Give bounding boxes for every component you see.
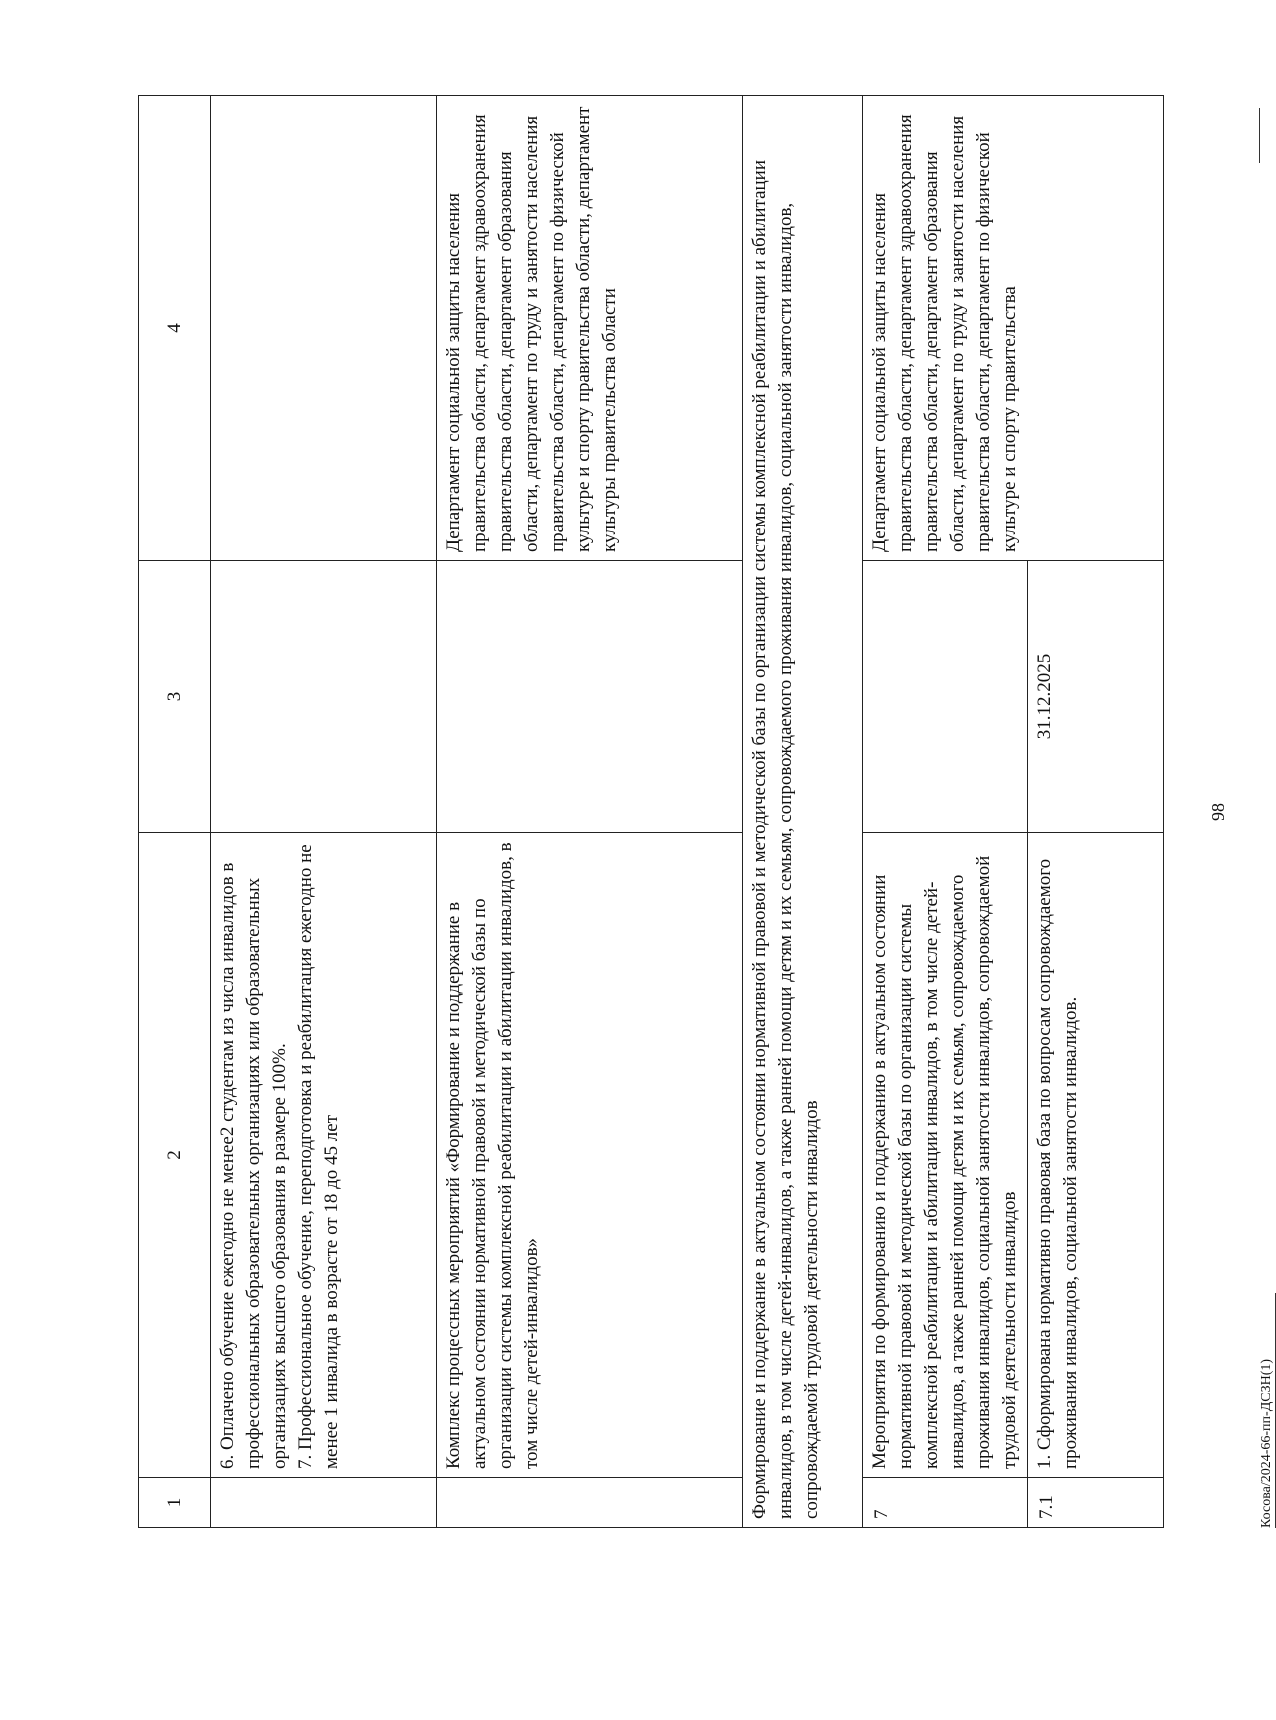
cell-date xyxy=(437,561,743,833)
cell-responsible: Департамент социальной защиты населения правительства области, департамент здравоохранения правительства области, департамент образования области, департамент по труду и занятости населения правительства области, департамент по физической культуре и спорту правительства области, департамент культуры правительства области xyxy=(437,96,743,561)
page-number: 98 xyxy=(1208,803,1228,821)
cell-number xyxy=(211,1478,437,1528)
cell-results: 6. Оплачено обучение ежегодно не менее2 студентам из числа инвалидов в профессиональных образовательных организациях или образовательных организациях высшего образования в размере 100%. 7. Профессиональное обучение, переподготовка и реабилитация ежегодно не менее 1 инвалида в возрасте от 18 до 45 лет xyxy=(211,833,437,1478)
table-row xyxy=(437,96,743,1528)
cell-responsible: Департамент социальной защиты населения правительства области, департамент здравоохранения правительства области, департамент образования области, департамент по труду и занятости населения правительства области, департамент по физической культуре и спорту правительства xyxy=(863,96,1164,561)
table-row xyxy=(863,96,1028,1528)
cell-number xyxy=(437,1478,743,1528)
table-row xyxy=(743,96,863,1528)
rotated-page xyxy=(138,96,1274,1528)
cell-number: 7.1 xyxy=(1028,1478,1164,1528)
cell-date xyxy=(211,561,437,833)
cell-number: 7 xyxy=(863,1478,1028,1528)
header-row xyxy=(139,96,211,1528)
cell-responsible xyxy=(211,96,437,561)
program-table xyxy=(138,95,1164,1528)
footer-rule xyxy=(1259,108,1260,163)
cell-complex-title: Комплекс процессных мероприятий «Формирование и поддержание в актуальном состоянии нормативной правовой и методической базы по организации системы комплексной реабилитации и абилитации инвалидов, в том числе детей-инвалидов» xyxy=(437,833,743,1478)
table-row xyxy=(211,96,437,1528)
cell-result-text: 1. Сформирована нормативно правовая база по вопросам сопровождаемого проживания инвалидов, социальной занятости инвалидов. xyxy=(1028,833,1164,1478)
header-col-4: 4 xyxy=(139,96,211,561)
header-col-3: 3 xyxy=(139,561,211,833)
cell-task-span: Формирование и поддержание в актуальном состоянии нормативной правовой и методической базы по организации системы комплексной реабилитации и абилитации инвалидов, в том числе детей-инвалидов, а также ранней помощи детям и их семьям, сопровождаемого проживания инвалидов, социальной занятости инвалидов, сопровождаемой трудовой деятельности инвалидов xyxy=(743,96,863,1528)
cell-date: 31.12.2025 xyxy=(1028,561,1164,833)
cell-measure-title: Мероприятия по формированию и поддержанию в актуальном состоянии нормативной правовой и методической базы по организации системы комплексной реабилитации и абилитации инвалидов, в том числе детей-инвалидов, а также ранней помощи детям и их семьям, сопровождаемого проживания инвалидов, социальной занятости инвалидов, сопровождаемой трудовой деятельности инвалидов xyxy=(863,833,1028,1478)
header-col-1: 1 xyxy=(139,1478,211,1528)
cell-date xyxy=(863,561,1028,833)
document-code: Косова/2024-66-пп-ДСЗН(1) xyxy=(1259,1293,1276,1528)
header-col-2: 2 xyxy=(139,833,211,1478)
